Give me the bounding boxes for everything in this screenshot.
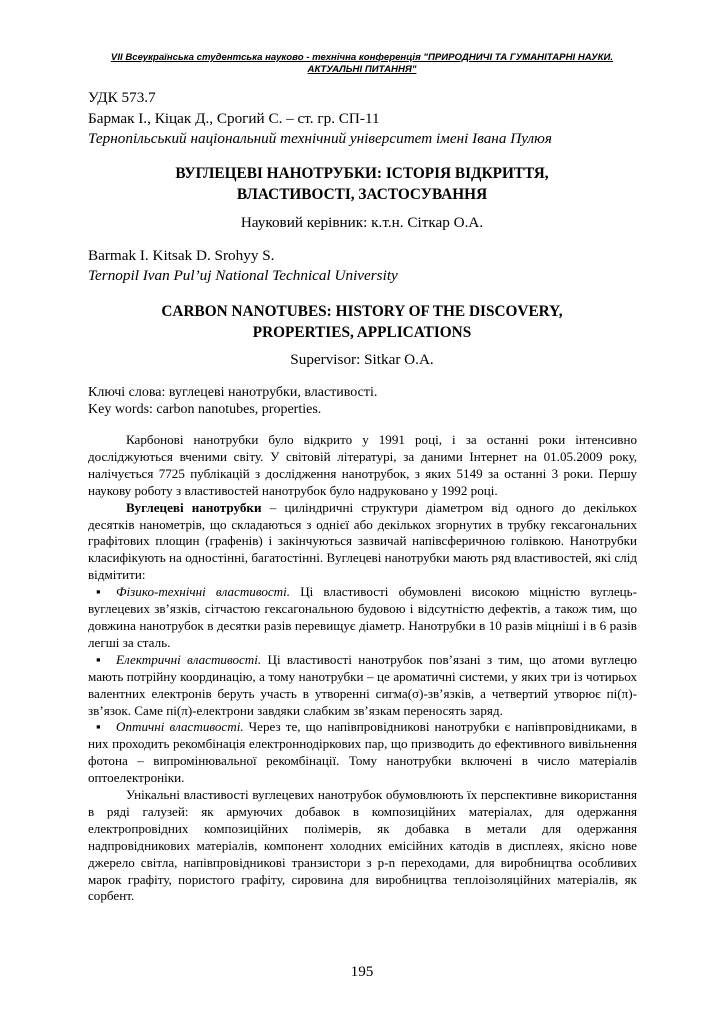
authors-en: Barmak I. Kitsak D. Srohyy S. [88,247,275,264]
authors-ua: Бармак І., Кіцак Д., Срогий С. – ст. гр. СП-11 [88,110,380,127]
definition-term: Вуглецеві нанотрубки [126,499,262,515]
supervisor-ua: Науковий керівник: к.т.н. Сіткар О.А. [240,214,484,231]
university-ua: Тернопільський національний технічний університет імені Івана Пулюя [88,130,552,147]
conference-header-line2: АКТУАЛЬНІ ПИТАННЯ" [307,64,417,75]
title-ua-line2: ВЛАСТИВОСТІ, ЗАСТОСУВАННЯ [236,186,488,203]
paragraph-definition [88,500,637,585]
bullet-optical-text: Через те, що напівпровідникові нанотрубки є напівпровідниками, в них проходить рекомбінація електроннодіркових пар, що призводить до ефективного вивільнення фотона – випромінювальної рекомбінації. Тому нанотрубки включені в число матеріалів оптоелектроніки. [88,719,638,786]
title-en [88,301,636,343]
bullet-electrical-properties [88,652,637,720]
title-en-line1: CARBON NANOTUBES: HISTORY OF THE DISCOVERY, [161,303,563,320]
definition-text: – циліндричні структури діаметром від одного до декількох десятків нанометрів, що складаються з однієї або декількох згорнутих в трубку гексагональних графітових площин (графенів) і закінчуються зазвичай напівсферичною голівкою. Нанотрубки класифікують на одностінні, багатостінні. Вуглецеві нанотрубки мають ряд властивостей, які слід відмітити: [88,499,637,583]
page-number: 195 [350,963,374,980]
paragraph-intro: Карбонові нанотрубки було відкрито у 1991 році, і за останні роки інтенсивно досліджуються вченими світу. У світовій літературі, за даними Інтернет на 01.05.2009 року, налічується 7725 публікацій з дослідження нанотрубок, з яких 5149 за останні 3 роки. Першу наукову роботу з властивостей нанотрубок було надруковано у 1992 році. [88,432,637,498]
title-en-line2: PROPERTIES, APPLICATIONS [252,324,472,341]
supervisor-en: Supervisor: Sitkar O.A. [290,351,434,368]
bullet-physical-text: Ці властивості обумовлені високою міцністю вуглець-вуглецевих зв’язків, сітчастою гексагональною будовою і відсутністю дефектів, а також тим, що довжина нанотрубок в десятки разів перевищує діаметр. Нанотрубки в 10 разів міцніші і в 6 разів легші за сталь. [88,584,638,650]
bullet-icon: ▪ [96,651,101,667]
keywords-ua: Ключі слова: вуглецеві нанотрубки, властивості. [88,385,378,400]
bullet-optical-properties [88,719,637,787]
bullet-electrical-text: Ці властивості нанотрубок пов’язані з тим, що атоми вуглецю мають потрійну координацію, а тому нанотрубки – це ароматичні системи, у яких три із чотирьох валентних електронів беруть участь в утворенні сигма(σ)-зв’язків, а четвертий утворює пі(π)-зв’язок. Саме пі(π)-електрони завдяки слабким зв’язкам переносять заряд. [88,651,637,718]
body-text [88,432,637,905]
bullet-icon: ▪ [96,719,101,735]
paragraph-applications: Унікальні властивості вуглецевих нанотрубок обумовлюють їх перспективне використання в ряді галузей: як армуючих добавок в композиційних матеріалах, для одержання електропровідних композиційних полімерів, як добавка в метали для одержання надпровідникових матеріалів, компонент холодних емісійних катодів в дисплеях, якісно нове джерело світла, напівпровідникові транзистори з p-n переходами, для виробництва особливих марок графіту, пористого графіту, сировина для виробництва теплоізоляційних матеріалів, як сорбент. [88,787,637,904]
title-ua-line1: ВУГЛЕЦЕВІ НАНОТРУБКИ: ІСТОРІЯ ВІДКРИТТЯ, [175,165,549,182]
bullet-icon: ▪ [96,584,101,600]
bullet-physical-properties [88,584,637,652]
university-en: Ternopil Ivan Pul’uj National Technical University [88,267,398,284]
conference-header-line1: VII Всеукраїнська студентська науково - технічна конференція "ПРИРОДНИЧІ ТА ГУМАНІТАРНІ НАУКИ. [110,52,614,63]
udk-code: УДК 573.7 [88,89,156,106]
title-ua [88,163,636,205]
conference-header [90,52,634,76]
bullet-physical-heading: Фізико-технічні властивості. [116,584,291,600]
bullet-electrical-heading: Електричні властивості. [116,651,262,667]
keywords-en: Key words: carbon nanotubes, properties. [88,402,322,417]
bullet-optical-heading: Оптичні властивості. [116,719,244,735]
